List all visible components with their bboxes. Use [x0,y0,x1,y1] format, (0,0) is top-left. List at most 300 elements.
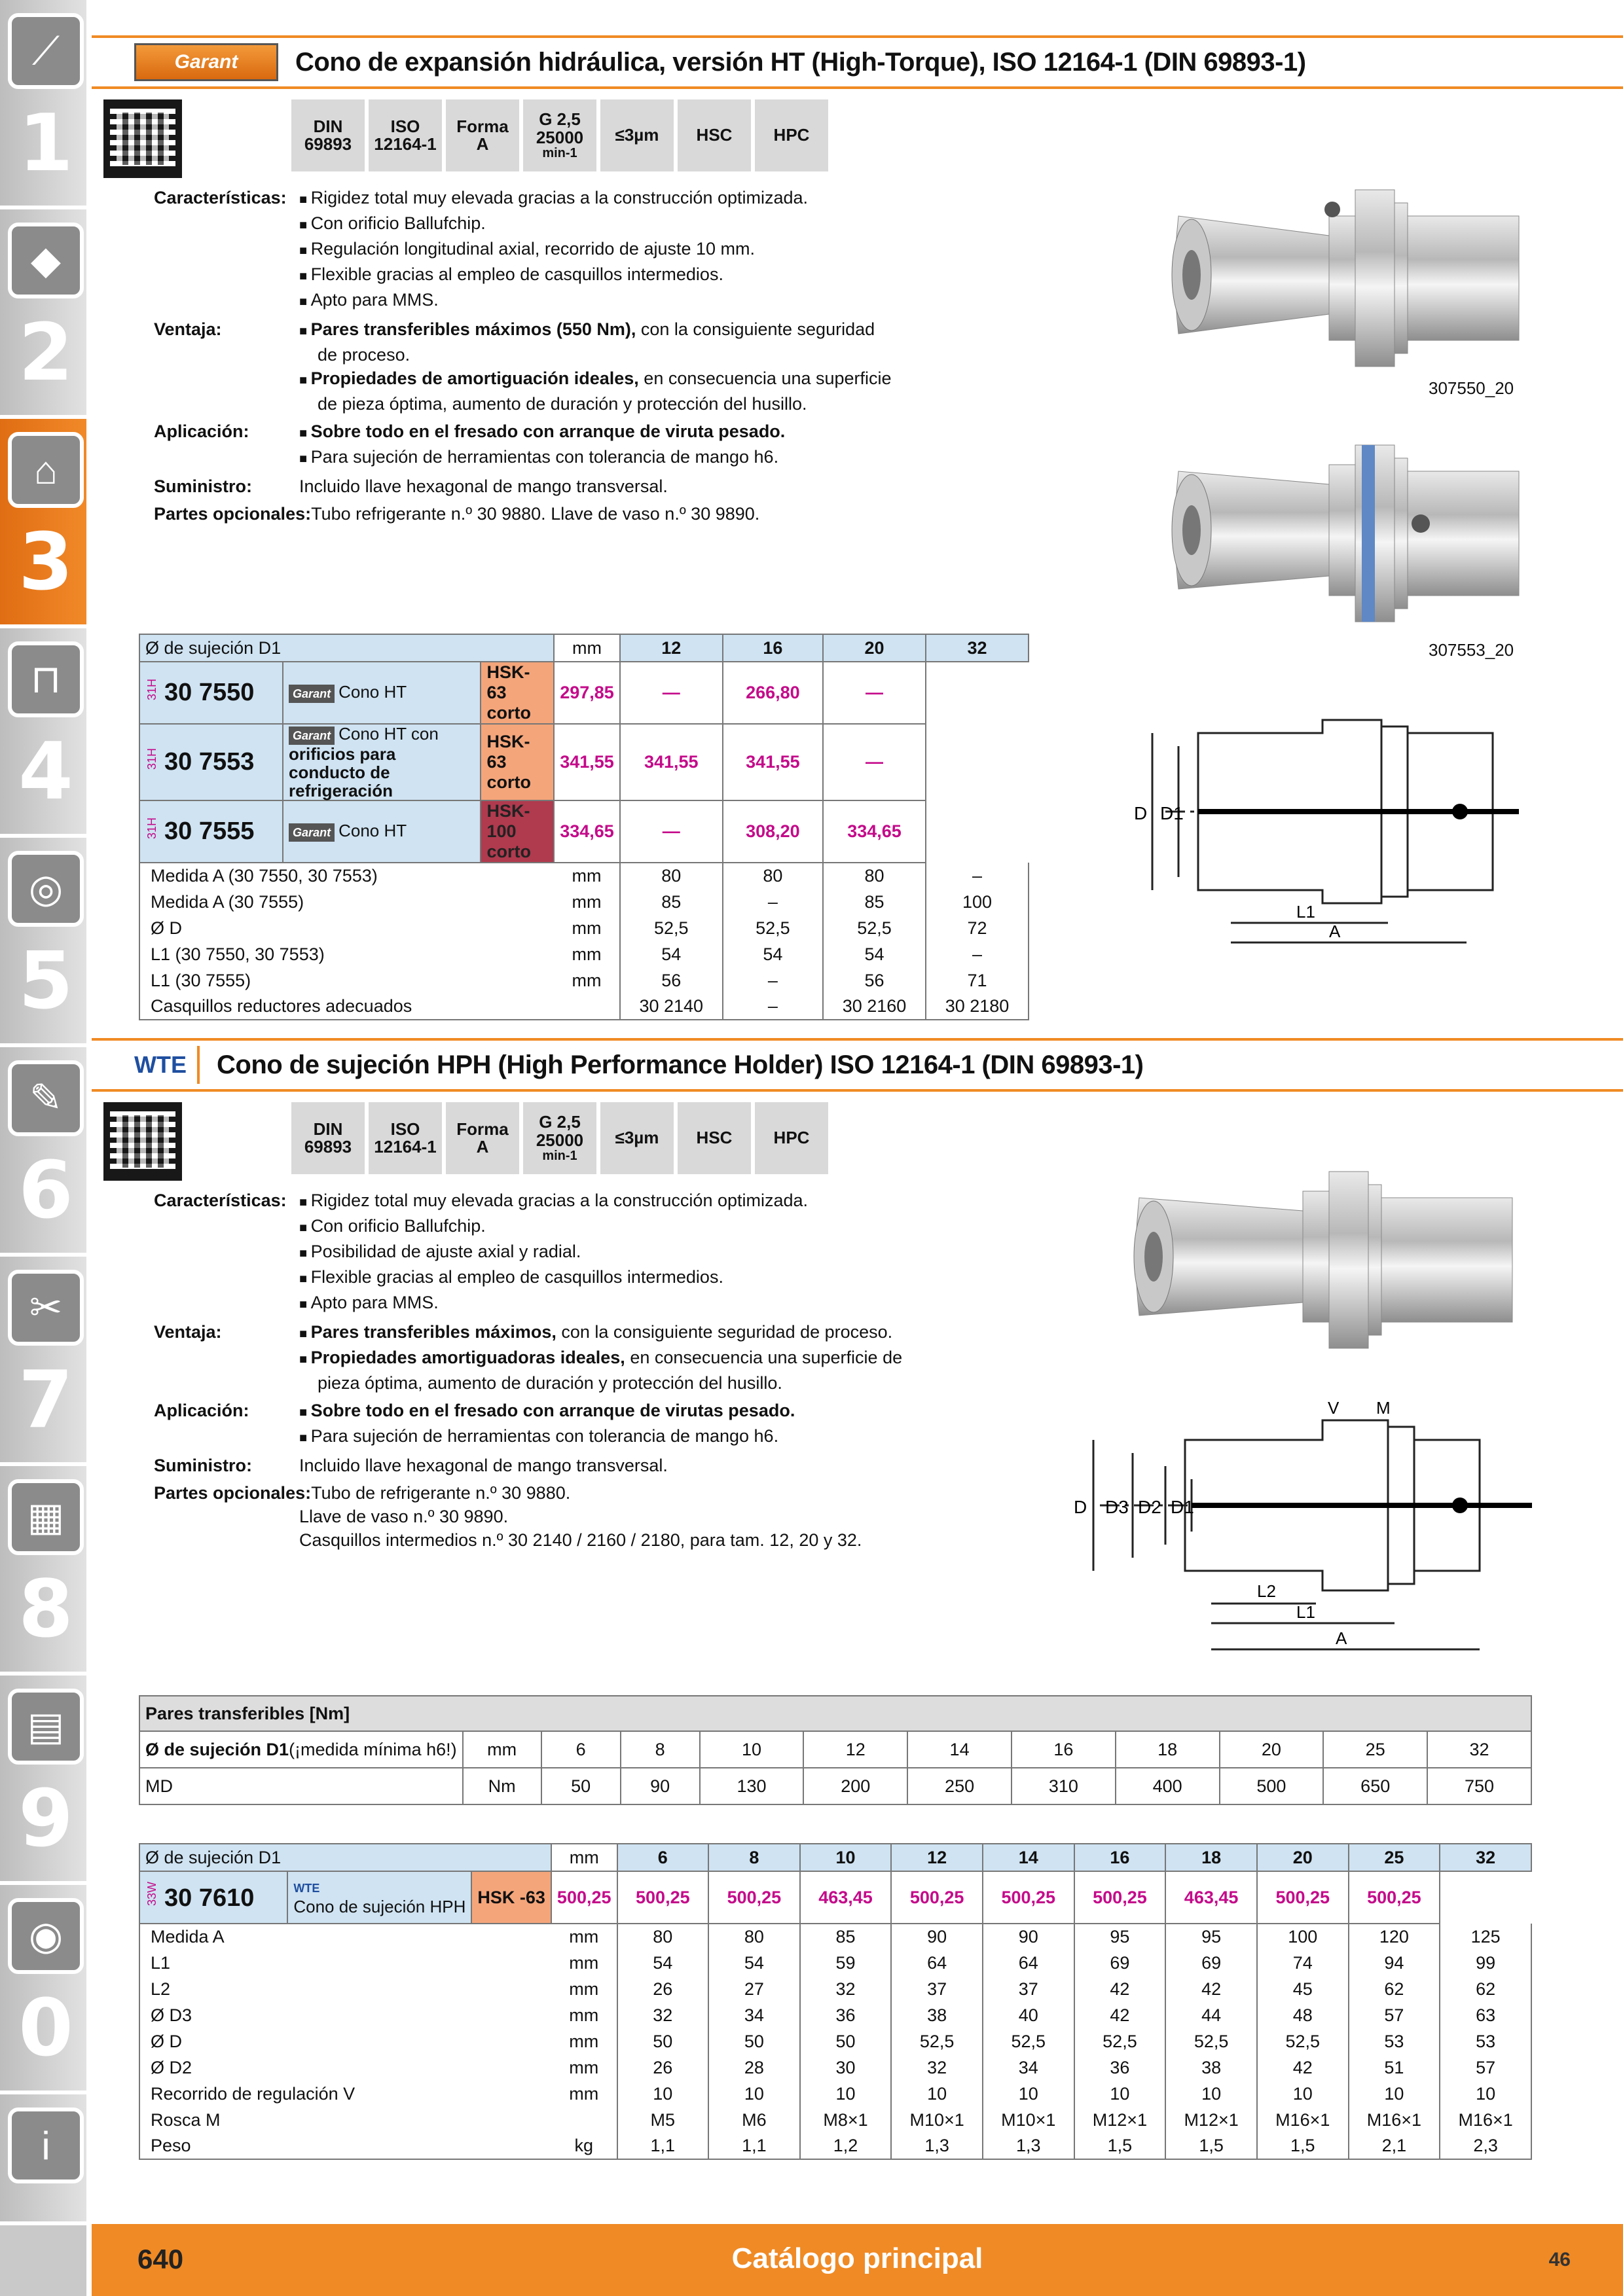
dimension-value: 52,5 [891,2028,983,2054]
dimension-value: 2,3 [1440,2133,1531,2159]
badge-line: min-1 [542,1148,577,1163]
dimension-row [139,2054,1531,2081]
dimension-unit: mm [551,2028,617,2054]
product-image-307550 [1165,164,1532,386]
dimension-value: 50 [800,2028,892,2054]
torque-value: 130 [700,1768,804,1804]
dimension-value: 57 [1349,2002,1440,2028]
dimension-value: 30 2140 [620,994,723,1020]
dimension-value: 54 [708,1950,800,1976]
size-header: 25 [1349,1844,1440,1871]
aplicacion-item: Sobre todo en el fresado con arranque de viruta pesado. [310,422,786,441]
dimension-label: Peso [139,2133,551,2159]
dimension-value: 52,5 [1165,2028,1257,2054]
price-cell[interactable]: 334,65 [823,800,926,863]
badge-line: ISO [390,1119,420,1139]
dimension-value: 10 [1074,2081,1166,2107]
price-cell[interactable]: 341,55 [723,724,823,800]
chapter-number: 2 [18,308,73,399]
price-cell[interactable]: 500,25 [708,1871,800,1924]
dimension-label: Ø D [139,2028,551,2054]
aplicacion-item: Sobre todo en el fresado con arranque de virutas pesado. [310,1401,795,1420]
dimension-unit: mm [551,1950,617,1976]
feature-item: ■ Flexible gracias al empleo de casquillos intermedios. [299,262,723,288]
image-caption: 307550_20 [1429,378,1514,398]
ventaja-bold: Pares transferibles máximos (550 Nm), [310,319,636,339]
toolholder-icon: ⌂ [8,432,84,508]
torque-value: 400 [1116,1768,1220,1804]
dimension-value: M8×1 [800,2107,892,2133]
badge-line: HPC [773,125,810,145]
product-description [287,1871,471,1924]
dimension-row [139,1976,1531,2002]
dimension-value: 10 [983,2081,1074,2107]
article-number[interactable] [139,662,283,724]
dimension-unit [551,2107,617,2133]
size-header: 16 [1074,1844,1166,1871]
torque-title: Pares transferibles [Nm] [139,1696,1531,1731]
dimension-row [139,941,1029,967]
dimension-value: 34 [708,2002,800,2028]
dimension-value: 95 [1165,1924,1257,1950]
feature-item: ■ Rigidez total muy elevada gracias a la construcción optimizada. [299,186,808,211]
dimension-value: 37 [891,1976,983,2002]
dimension-label: Ø D [139,915,554,941]
size-value: 32 [1427,1731,1531,1768]
sidebar-divider [86,0,92,2296]
dimension-value: 30 2180 [926,994,1029,1020]
article-number[interactable] [139,1871,287,1924]
chapter-number: 5 [18,936,73,1027]
page-number: 640 [137,2244,184,2274]
desc-text: Cono de sujeción HPH [293,1897,466,1916]
chapter-tab-i[interactable] [0,2094,92,2225]
feature-item: ■ Flexible gracias al empleo de casquillos intermedios. [299,1265,723,1291]
section2-header [134,1042,1143,1088]
size-header: 16 [723,634,823,662]
article-code: 30 7555 [164,817,255,846]
dimension-value: 10 [891,2081,983,2107]
price-cell[interactable]: 500,25 [1349,1871,1440,1924]
qr-code-icon[interactable] [103,1102,182,1181]
aplicacion-item: ■ Para sujeción de herramientas con tolerancia de mango h6. [299,445,778,471]
dimension-value: 72 [926,915,1029,941]
cabinet-icon: ▤ [8,1689,84,1765]
price-cell[interactable]: 500,25 [1074,1871,1166,1924]
dimension-value: M16×1 [1349,2107,1440,2133]
dimension-value: 34 [983,2054,1074,2081]
feature-item: ■ Regulación longitudinal axial, recorrido de ajuste 10 mm. [299,237,755,262]
dimension-value: 71 [926,967,1029,994]
chapter-tab-6[interactable] [0,1047,92,1257]
size-value: 20 [1220,1731,1324,1768]
dimension-row [139,1950,1531,1976]
product-description [283,800,481,863]
chapter-tab-3[interactable] [0,419,92,628]
drawing-label-a: A [1329,922,1341,941]
section1-price-table [139,634,1029,1020]
price-cell[interactable]: 463,45 [800,1871,892,1924]
dimension-value: 85 [800,1924,892,1950]
dimension-value: 1,1 [708,2133,800,2159]
catalog-title: Catálogo principal [731,2242,983,2274]
dimension-value: 30 [800,2054,892,2081]
dimension-value: M12×1 [1165,2107,1257,2133]
technical-drawing-hph [1061,1401,1545,1662]
dimension-value: 63 [1440,2002,1531,2028]
dimension-label: Recorrido de regulación V [139,2081,551,2107]
ventaja-text: de proceso. [318,345,410,365]
garant-logo: Garant [134,43,278,81]
badge-line: G 2,5 [539,1112,581,1132]
dimension-value: M6 [708,2107,800,2133]
dimension-value: 1,5 [1257,2133,1349,2159]
chapter-number: 4 [18,726,73,817]
price-cell[interactable]: 297,85 [554,662,620,724]
dimension-value: 10 [1349,2081,1440,2107]
size-value: 18 [1116,1731,1220,1768]
price-cell[interactable]: 266,80 [723,662,823,724]
size-note: (¡medida mínima h6!) [289,1739,457,1759]
dimension-value: 32 [891,2054,983,2081]
badge-line: HPC [773,1128,810,1148]
feature-item: ■ Apto para MMS. [299,1291,439,1316]
feature-item: ■ Apto para MMS. [299,288,439,314]
drill-icon: ⟋ [8,13,84,89]
label-partes: Partes opcionales: [154,1483,312,1503]
label-suministro: Suministro: [154,1456,253,1475]
price-cell[interactable]: 341,55 [620,724,723,800]
dimension-value: 10 [617,2081,709,2107]
label-suministro: Suministro: [154,476,253,496]
size-header: 12 [891,1844,983,1871]
partes-text: Casquillos intermedios n.º 30 2140 / 2160 / 2180, para tam. 12, 20 y 32. [299,1530,862,1550]
dimension-value: 85 [620,889,723,915]
dimension-value: 125 [1440,1924,1531,1950]
dimension-value: 45 [1257,1976,1349,2002]
price-cell[interactable]: 334,65 [554,800,620,863]
size-value: 6 [541,1731,621,1768]
desc-text: Cono HT con [338,724,439,744]
side-code: 31H [145,817,158,840]
dimension-row [139,2081,1531,2107]
chapter-number: 6 [18,1145,73,1236]
label-aplicacion: Aplicación: [154,422,249,441]
dimension-row [139,2002,1531,2028]
dimension-value: – [723,994,823,1020]
dimension-value: 30 2160 [823,994,926,1020]
drawing-label-l2: L2 [1257,1581,1276,1601]
chapter-tab-5[interactable] [0,838,92,1047]
qr-code-icon[interactable] [103,99,182,178]
image-caption: 307553_20 [1429,640,1514,660]
product-row[interactable] [139,1871,1531,1924]
size-header: 20 [1257,1844,1349,1871]
dimension-value: 52,5 [1257,2028,1349,2054]
dimension-value: 80 [708,1924,800,1950]
price-cell[interactable]: 341,55 [554,724,620,800]
dimension-row [139,1924,1531,1950]
drawing-label-d3: D3 [1105,1497,1129,1517]
label-ventaja: Ventaja: [154,1322,222,1342]
dimension-label: Ø D3 [139,2002,551,2028]
dimension-unit: mm [551,2002,617,2028]
dimension-value: 69 [1165,1950,1257,1976]
dimension-value: 26 [617,1976,709,2002]
spec-badge [369,1102,442,1174]
dimension-value: 1,3 [891,2133,983,2159]
dimension-unit: mm [554,915,620,941]
torque-value: 310 [1012,1768,1116,1804]
price-cell[interactable]: 500,25 [1257,1871,1349,1924]
price-cell[interactable]: 308,20 [723,800,823,863]
section1-title: Cono de expansión hidráulica, versión HT (High-Torque), ISO 12164-1 (DIN 69893-1) [295,47,1306,77]
shank-type: HSK-63 corto [481,662,554,724]
torque-table [139,1695,1532,1805]
caliper-icon: ⊓ [8,641,84,717]
size-header: 6 [617,1844,709,1871]
dimension-value: 37 [983,1976,1074,2002]
badge-line: 69893 [304,1137,352,1157]
chapter-tab-0[interactable] [0,1885,92,2094]
dimension-label: Rosca M [139,2107,551,2133]
shank-type: HSK -63 [471,1871,551,1924]
ventaja-text: de pieza óptima, aumento de duración y protección del husillo. [318,394,807,414]
dimension-value: 56 [823,967,926,994]
dimension-label: Casquillos reductores adecuados [139,994,554,1020]
product-image-307553 [1165,432,1532,641]
garant-logo: Garant [289,726,335,745]
aplicacion-item: ■ Para sujeción de herramientas con tolerancia de mango h6. [299,1424,778,1450]
size-header: 10 [800,1844,892,1871]
unit: mm [463,1731,541,1768]
side-code: 33W [145,1882,158,1907]
spec-badge [755,99,828,171]
chapter-tab-7[interactable] [0,1257,92,1466]
section1-header [134,39,1306,85]
dimension-value: 10 [1440,2081,1531,2107]
dimension-value: 74 [1257,1950,1349,1976]
dimension-value: 64 [891,1950,983,1976]
badge-line: 25000 [536,127,584,147]
dimension-value: 1,5 [1074,2133,1166,2159]
unit: Nm [463,1768,541,1804]
article-code: 30 7553 [164,748,255,776]
article-number[interactable] [139,800,283,863]
product-row[interactable] [139,800,1029,863]
size-header: 12 [620,634,723,662]
suministro-text: Incluido llave hexagonal de mango transversal. [299,476,668,496]
footer-code: 46 [1548,2249,1571,2270]
dimension-value: 57 [1440,2054,1531,2081]
feature-item: ■ Posibilidad de ajuste axial y radial. [299,1240,581,1265]
insert-icon: ◆ [8,223,84,298]
badge-line: Forma [456,116,509,136]
dimension-value: 1,1 [617,2133,709,2159]
dimension-value: M16×1 [1440,2107,1531,2133]
dimension-value: 52,5 [723,915,823,941]
dimension-label: Medida A (30 7550, 30 7553) [139,863,554,889]
dimension-unit: mm [554,863,620,889]
torque-value: 500 [1220,1768,1324,1804]
price-cell[interactable]: 500,25 [551,1871,617,1924]
drawing-label-d1: D1 [1160,803,1184,823]
dimension-value: – [723,889,823,915]
feature-item: ■ Con orificio Ballufchip. [299,211,486,237]
torque-size-row [139,1731,1531,1768]
spec-badge [600,1102,674,1174]
badge-line: 12164-1 [374,1137,437,1157]
price-cell[interactable]: 463,45 [1165,1871,1257,1924]
dimension-value: M10×1 [891,2107,983,2133]
chapter-tab-9[interactable] [0,1676,92,1885]
label-ventaja: Ventaja: [154,319,222,339]
section1-features [154,186,1005,526]
price-cell[interactable]: — [823,724,926,800]
dimension-value: 54 [723,941,823,967]
chapter-tab-8[interactable] [0,1466,92,1676]
price-cell[interactable]: — [823,662,926,724]
dimension-value: 36 [800,2002,892,2028]
product-row[interactable] [139,662,1029,724]
spec-badge [446,99,519,171]
chapter-number: 1 [18,98,73,189]
dimension-value: 95 [1074,1924,1166,1950]
dimension-value: 64 [983,1950,1074,1976]
dimension-value: 99 [1440,1950,1531,1976]
dimension-value: 53 [1349,2028,1440,2054]
section2-features [154,1189,1005,1552]
price-cell[interactable]: 500,25 [617,1871,709,1924]
partes-text: Tubo refrigerante n.º 30 9880. Llave de vaso n.º 30 9890. [311,504,760,524]
badge-line: A [476,134,489,154]
dimension-value: 10 [1165,2081,1257,2107]
dimension-value: 42 [1074,2002,1166,2028]
size-header: 18 [1165,1844,1257,1871]
ventaja-bold: Pares transferibles máximos, [310,1322,556,1342]
price-cell[interactable]: 500,25 [891,1871,983,1924]
section2-bottom-rule [92,1089,1623,1092]
dimension-label: Medida A [139,1924,551,1950]
drawing-label-d: D [1074,1497,1087,1517]
spec-badge [291,1102,365,1174]
badge-line: HSC [696,1128,733,1148]
torque-value: 200 [803,1768,907,1804]
dimension-value: 90 [891,1924,983,1950]
dimension-value: M12×1 [1074,2107,1166,2133]
technical-drawing-ht [1126,707,1584,956]
dimension-value: – [723,967,823,994]
dimension-value: 2,1 [1349,2133,1440,2159]
spec-badge [446,1102,519,1174]
chapter-tab-2[interactable] [0,209,92,419]
label-aplicacion: Aplicación: [154,1401,249,1420]
price-cell[interactable]: — [620,662,723,724]
badge-line: HSC [696,125,733,145]
price-cell[interactable]: 500,25 [983,1871,1074,1924]
page-footer [92,2224,1623,2296]
dimension-value: 28 [708,2054,800,2081]
article-code: 30 7610 [164,1884,255,1912]
dimension-value: 40 [983,2002,1074,2028]
chapter-tab-1[interactable] [0,0,92,209]
dimension-unit: mm [554,941,620,967]
header-unit: mm [554,634,620,662]
dimension-value: 27 [708,1976,800,2002]
dimension-unit: mm [551,2081,617,2107]
dimension-row [139,915,1029,941]
torque-label: MD [139,1768,463,1804]
chapter-tab-4[interactable] [0,628,92,838]
badge-line: DIN [313,1119,343,1139]
spec-badge [600,99,674,171]
dimension-value: 52,5 [983,2028,1074,2054]
size-value: 14 [907,1731,1012,1768]
badge-line: DIN [313,116,343,136]
section2-top-rule [92,1038,1623,1041]
dimension-unit: kg [551,2133,617,2159]
partes-text: Tubo de refrigerante n.º 30 9880. [311,1483,571,1503]
dimension-value: 10 [708,2081,800,2107]
header-unit: mm [551,1844,617,1871]
price-cell[interactable]: — [620,800,723,863]
dimension-value: 51 [1349,2054,1440,2081]
dimension-value: 80 [823,863,926,889]
spec-badge [523,99,596,171]
dimension-value: 94 [1349,1950,1440,1976]
drawing-label-m: M [1376,1401,1391,1418]
size-label: Ø de sujeción D1 [145,1739,289,1759]
table-header-row [139,1844,1531,1871]
dimension-value: 10 [800,2081,892,2107]
side-code: 31H [145,678,158,701]
label-caracteristicas: Características: [154,1191,287,1210]
ventaja-text: con la consiguiente seguridad [636,319,875,339]
spec-badge [523,1102,596,1174]
torque-value: 650 [1323,1768,1427,1804]
dimension-value: 52,5 [823,915,926,941]
section2-badges [291,1102,828,1174]
spec-badge [755,1102,828,1174]
torque-value-row [139,1768,1531,1804]
badge-line: ≤3µm [615,125,659,145]
size-header: 14 [983,1844,1074,1871]
dimension-value: 10 [1257,2081,1349,2107]
spec-badge [678,99,751,171]
section2-title: Cono de sujeción HPH (High Performance Holder) ISO 12164-1 (DIN 69893-1) [217,1050,1144,1079]
dimension-value: 54 [823,941,926,967]
dimension-value: 120 [1349,1924,1440,1950]
dimension-unit: mm [551,1924,617,1950]
product-row[interactable] [139,724,1029,800]
dimension-value: 52,5 [1074,2028,1166,2054]
badge-line: 25000 [536,1130,584,1150]
desc-text: Cono HT [338,821,407,840]
dimension-value: 48 [1257,2002,1349,2028]
toolbox-icon: ▦ [8,1479,84,1555]
chapter-number: 3 [18,517,73,608]
dimension-row [139,863,1029,889]
garant-logo: Garant [289,685,335,703]
dimension-value: 90 [983,1924,1074,1950]
product-description [283,662,481,724]
article-number[interactable] [139,724,283,800]
dimension-value: 54 [620,941,723,967]
garant-logo: Garant [289,823,335,842]
size-header: 20 [823,634,926,662]
size-header: 8 [708,1844,800,1871]
section1-top-rule [92,35,1623,38]
